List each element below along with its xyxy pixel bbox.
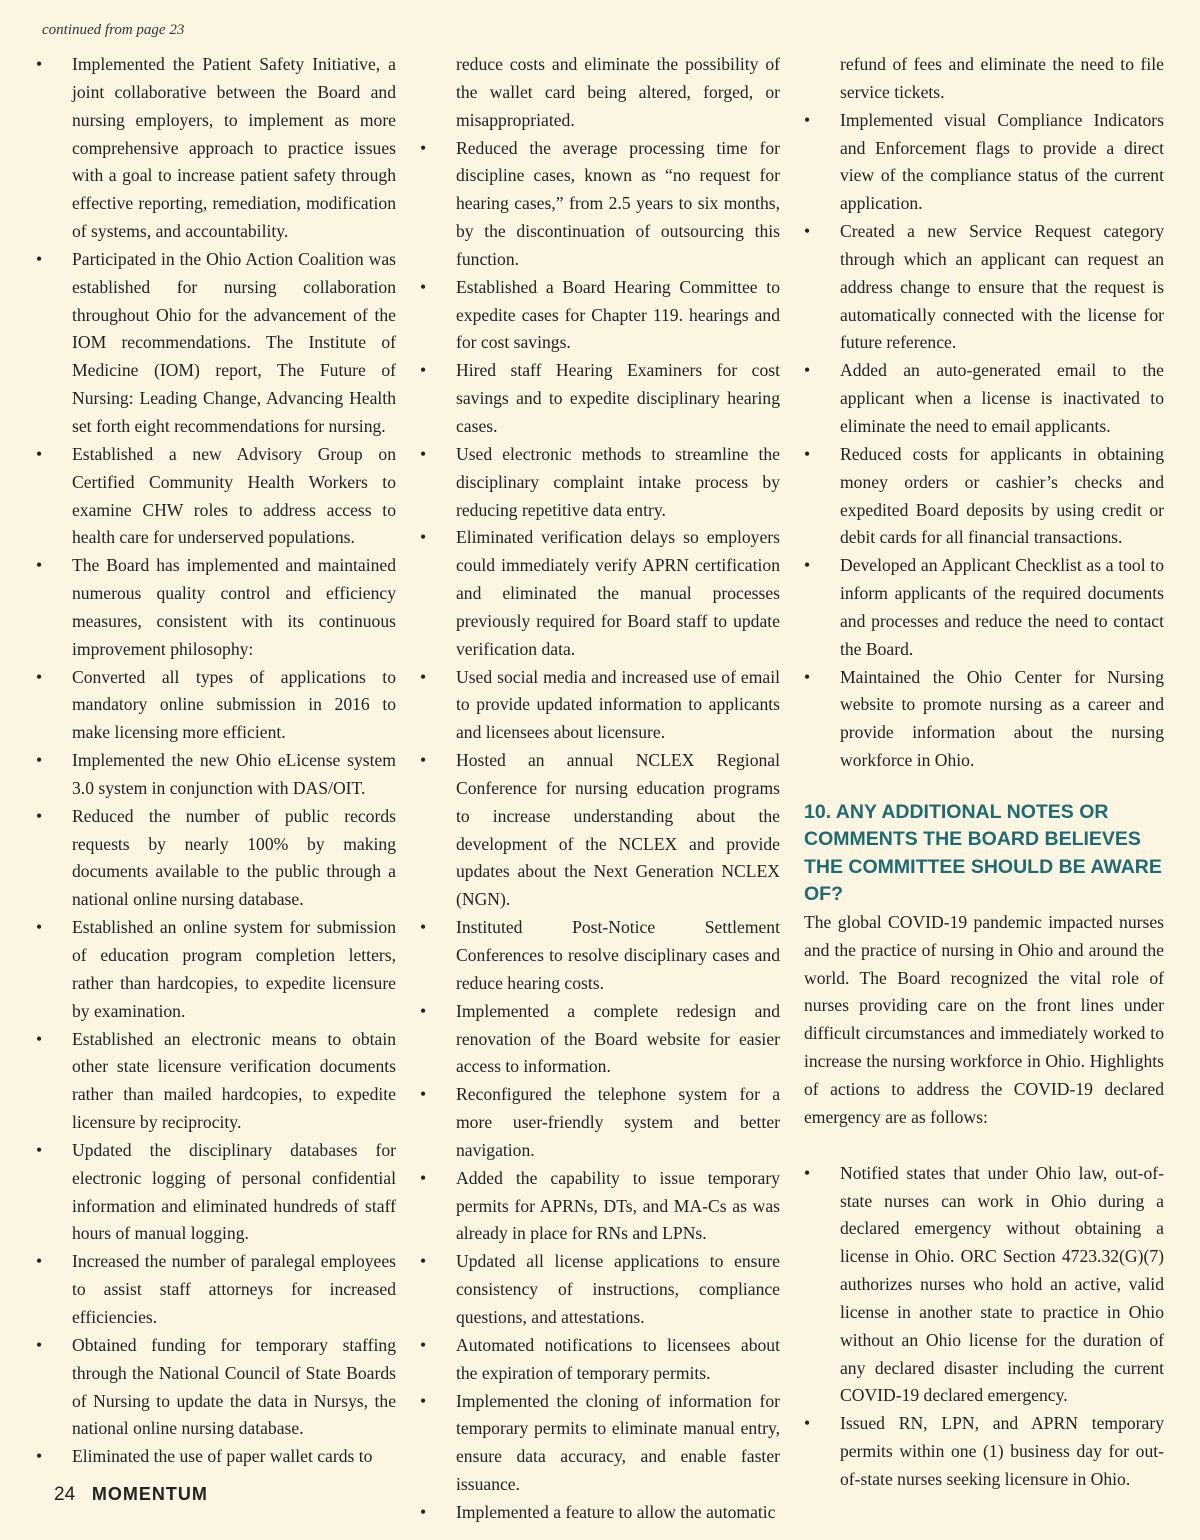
bullet-list xyxy=(36,51,396,1471)
list-item-text: Implemented the Patient Safety Initiative, a joint collaborative between the Board and nursing employers, to implement as more comprehensive approach to practice issues with a goal to increase patient safety through effective reporting, remediation, modification of systems, and accountability. xyxy=(72,54,396,242)
list-item-text: Issued RN, LPN, and APRN temporary permits within one (1) business day for out-of-state nurses seeking licensure in Ohio. xyxy=(840,1413,1164,1489)
list-item-text: Reduced costs for applicants in obtaining money orders or cashier’s checks and expedited Board deposits by using credit or debit cards for all financial transactions. xyxy=(840,443,1164,548)
bullet-icon: • xyxy=(420,1084,427,1105)
bullet-icon: • xyxy=(804,221,811,242)
list-item xyxy=(36,1332,396,1443)
bullet-icon: • xyxy=(420,1000,427,1021)
list-item-text: Hired staff Hearing Examiners for cost savings and to expedite disciplinary hearing cases. xyxy=(456,360,780,436)
list-item xyxy=(420,998,780,1082)
section-body: The global COVID-19 pandemic impacted nurses and the practice of nursing in Ohio and around the world. The Board recognized the vital role of nurses providing care on the front lines under difficult circumstances and immediately worked to increase the nursing workforce in Ohio. Highlights of actions to address the COVID-19 declared emergency are as follows: xyxy=(804,911,1164,1127)
list-item xyxy=(36,664,396,748)
list-item xyxy=(36,552,396,663)
list-item-text: Converted all types of applications to mandatory online submission in 2016 to make licensing more efficient. xyxy=(72,666,396,743)
list-item-text: Automated notifications to licensees about the expiration of temporary permits. xyxy=(456,1334,780,1383)
bullet-icon: • xyxy=(36,555,43,576)
list-item xyxy=(420,1165,780,1249)
list-item xyxy=(420,441,780,525)
bullet-icon: • xyxy=(420,276,427,297)
list-item xyxy=(420,357,780,441)
list-item xyxy=(804,552,1164,663)
continued-paragraph: reduce costs and eliminate the possibility of the wallet card being altered, forged, or misappropriated. xyxy=(456,54,780,130)
list-item xyxy=(804,107,1164,218)
bullet-icon: • xyxy=(420,1501,427,1522)
bullet-icon: • xyxy=(420,666,427,687)
list-item-text: Instituted Post-Notice Settlement Conferences to resolve disciplinary cases and reduce hearing costs. xyxy=(456,917,780,993)
bullet-icon: • xyxy=(36,1139,43,1160)
list-item xyxy=(36,441,396,552)
bullet-icon: • xyxy=(420,750,427,771)
list-item-text: Reduced the number of public records requests by nearly 100% by making documents available to the public through a national online nursing database. xyxy=(72,805,396,910)
list-item-text: Used social media and increased use of email to provide updated information to applicants and licensees about licensure. xyxy=(456,666,780,743)
magazine-name: MOMENTUM xyxy=(91,1484,208,1504)
bullet-icon: • xyxy=(420,1251,427,1272)
list-item xyxy=(420,747,780,914)
continued-note: continued from page 23 xyxy=(42,22,185,38)
bullet-icon: • xyxy=(420,1390,427,1411)
list-item xyxy=(420,1388,780,1499)
page-number: 24 xyxy=(54,1484,76,1505)
list-item-text: Reduced the average processing time for discipline cases, known as “no request for hearing cases,” from 2.5 years to six months, by the discontinuation of outsourcing this function. xyxy=(456,137,780,269)
list-item xyxy=(36,1443,396,1471)
spacer xyxy=(804,1132,1164,1160)
list-item-text: Updated the disciplinary databases for electronic logging of personal confidential information and eliminated hundreds of staff hours of manual logging. xyxy=(72,1139,396,1244)
list-item xyxy=(420,1081,780,1165)
bullet-icon: • xyxy=(36,917,43,938)
bullet-list xyxy=(804,1160,1164,1494)
column-1 xyxy=(36,51,396,1471)
list-item xyxy=(420,664,780,748)
bullet-icon: • xyxy=(36,805,43,826)
bullet-icon: • xyxy=(804,443,811,464)
list-item xyxy=(804,664,1164,775)
list-item-text: Added the capability to issue temporary permits for APRNs, DTs, and MA-Cs as was already in place for RNs and LPNs. xyxy=(456,1167,780,1244)
list-item-text: Established a Board Hearing Committee to expedite cases for Chapter 119. hearings and for cost savings. xyxy=(456,276,780,353)
list-item xyxy=(804,441,1164,552)
list-item-text: Developed an Applicant Checklist as a tool to inform applicants of the required documents and processes and reduce the need to contact the Board. xyxy=(840,555,1164,659)
bullet-icon: • xyxy=(36,54,43,74)
list-item-text: Participated in the Ohio Action Coalition was established for nursing collaboration throughout Ohio for the advancement of the IOM recommendations. The Institute of Medicine (IOM) report, The Future of Nursing: Leading Change, Advancing Health set forth eight recommendations for nursing. xyxy=(72,248,396,436)
list-item-text: Implemented visual Compliance Indicators and Enforcement flags to provide a direct view of the compliance status of the current application. xyxy=(840,109,1164,214)
list-item xyxy=(36,803,396,914)
bullet-icon: • xyxy=(36,1251,43,1272)
bullet-icon: • xyxy=(420,1334,427,1355)
list-item xyxy=(36,747,396,803)
list-item-text: Increased the number of paralegal employees to assist staff attorneys for increased efficiencies. xyxy=(72,1251,396,1327)
bullet-icon: • xyxy=(420,360,427,381)
bullet-icon: • xyxy=(804,1162,811,1183)
list-item-text: Eliminated verification delays so employers could immediately verify APRN certification and eliminated the manual processes previously required for Board staff to update verification data. xyxy=(456,527,780,659)
page-footer xyxy=(54,1484,208,1506)
list-item-text: Established a new Advisory Group on Certified Community Health Workers to examine CHW roles to address access to health care for underserved populations. xyxy=(72,443,396,548)
list-item xyxy=(420,1332,780,1388)
bullet-icon: • xyxy=(420,1167,427,1188)
bullet-icon: • xyxy=(36,1028,43,1049)
list-item-text: Hosted an annual NCLEX Regional Conference for nursing education programs to increase understanding about the development of the NCLEX and provide updates about the Next Generation NCLEX (NGN). xyxy=(456,750,780,910)
list-item-text: Added an auto-generated email to the applicant when a license is inactivated to eliminate the need to email applicants. xyxy=(840,360,1164,436)
list-item-text: Eliminated the use of paper wallet cards to xyxy=(72,1446,373,1467)
list-item xyxy=(36,1248,396,1332)
list-item-text: Notified states that under Ohio law, out-of-state nurses can work in Ohio during a declared emergency without obtaining a license in Ohio. ORC Section 4723.32(G)(7) authorizes nurses who hold an active, valid license in another state to practice in Ohio without an Ohio license for the duration of any declared disaster including the current COVID-19 declared emergency. xyxy=(840,1162,1164,1406)
list-item xyxy=(420,914,780,998)
list-item xyxy=(420,1248,780,1332)
list-item-text: The Board has implemented and maintained numerous quality control and efficiency measures, consistent with its continuous improvement philosophy: xyxy=(72,555,396,659)
bullet-icon: • xyxy=(36,1446,43,1467)
list-item-text: Implemented a complete redesign and renovation of the Board website for easier access to information. xyxy=(456,1000,780,1077)
list-item-text: Implemented the cloning of information for temporary permits to eliminate manual entry, ensure data accuracy, and enable faster issuance. xyxy=(456,1390,780,1495)
bullet-icon: • xyxy=(804,555,811,576)
list-item-text: Maintained the Ohio Center for Nursing website to promote nursing as a career and provide information about the nursing workforce in Ohio. xyxy=(840,666,1164,771)
bullet-icon: • xyxy=(36,750,43,771)
bullet-icon: • xyxy=(420,443,427,464)
list-item xyxy=(420,135,780,274)
section-heading: 10. ANY ADDITIONAL NOTES OR COMMENTS THE BOARD BELIEVES THE COMMITTEE SHOULD BE AWARE OF? xyxy=(804,800,1162,906)
list-item xyxy=(804,1160,1164,1411)
list-item xyxy=(420,524,780,663)
list-item xyxy=(804,218,1164,357)
bullet-icon: • xyxy=(420,917,427,938)
bullet-icon: • xyxy=(804,109,811,130)
bullet-icon: • xyxy=(804,666,811,687)
list-item-text: Established an electronic means to obtain other state licensure verification documents rather than mailed hardcopies, to expedite licensure by reciprocity. xyxy=(72,1028,396,1133)
bullet-icon: • xyxy=(36,666,43,687)
list-item-text: Implemented the new Ohio eLicense system 3.0 system in conjunction with DAS/OIT. xyxy=(72,750,396,798)
bullet-icon: • xyxy=(36,248,43,269)
list-item-text: Created a new Service Request category through which an applicant can request an address change to ensure that the request is automatically connected with the license for future reference. xyxy=(840,221,1164,353)
list-item-text: Reconfigured the telephone system for a more user-friendly system and better navigation. xyxy=(456,1084,780,1160)
list-item-text: Implemented a feature to allow the automatic xyxy=(456,1501,776,1522)
list-item xyxy=(36,1137,396,1248)
list-item xyxy=(36,246,396,441)
list-item xyxy=(36,914,396,1025)
continued-paragraph: refund of fees and eliminate the need to file service tickets. xyxy=(840,54,1164,102)
list-item xyxy=(36,1026,396,1137)
bullet-icon: • xyxy=(36,443,43,464)
column-2 xyxy=(420,51,780,1527)
bullet-icon: • xyxy=(36,1334,43,1355)
list-item xyxy=(804,357,1164,441)
list-item-text: Updated all license applications to ensure consistency of instructions, compliance questions, and attestations. xyxy=(456,1251,780,1327)
list-item xyxy=(36,51,396,246)
bullet-icon: • xyxy=(804,1413,811,1434)
list-item-text: Established an online system for submission of education program completion letters, rather than hardcopies, to expedite licensure by examination. xyxy=(72,917,396,1021)
list-item xyxy=(420,1499,780,1527)
bullet-icon: • xyxy=(804,360,811,381)
list-item xyxy=(804,1410,1164,1494)
bullet-list xyxy=(420,135,780,1527)
list-item-text: Obtained funding for temporary staffing through the National Council of State Boards of Nursing to update the data in Nursys, the national online nursing database. xyxy=(72,1334,396,1439)
column-3 xyxy=(804,51,1164,1494)
list-item-text: Used electronic methods to streamline the disciplinary complaint intake process by reducing repetitive data entry. xyxy=(456,443,780,520)
bullet-icon: • xyxy=(420,137,427,158)
list-item xyxy=(420,274,780,358)
bullet-list xyxy=(804,107,1164,775)
bullet-icon: • xyxy=(420,527,427,548)
